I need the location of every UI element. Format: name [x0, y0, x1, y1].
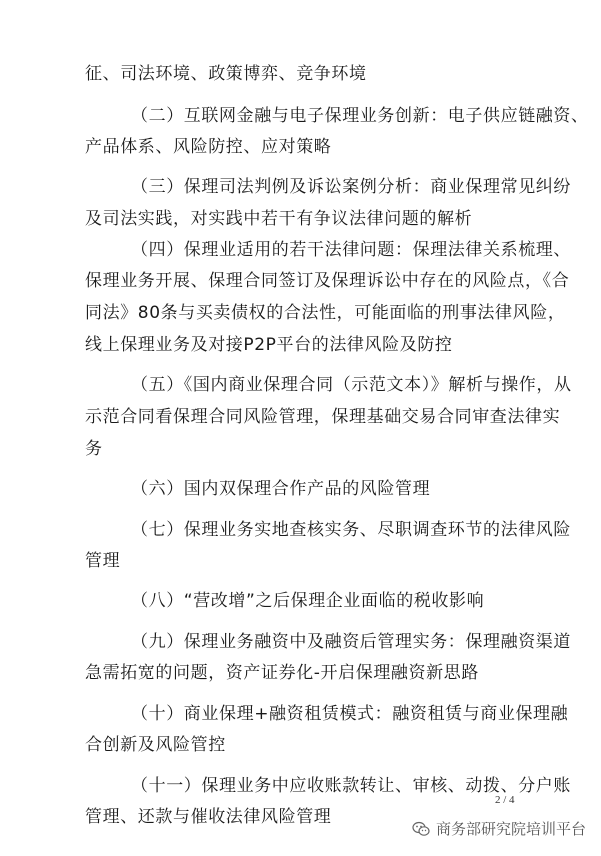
text-line: （六）国内双保理合作产品的风险管理 [131, 479, 431, 499]
page-number: 2 / 4 [495, 794, 515, 806]
text-line: 管理、还款与催收法律风险管理 [85, 807, 332, 827]
text-line: （四）保理业适用的若干法律问题：保理法律关系梳理、 [131, 240, 571, 260]
text-line: 及司法实践，对实践中若干有争议法律问题的解析 [85, 209, 473, 229]
text-line: 保理业务开展、保理合同签订及保理诉讼中存在的风险点，《合 [85, 271, 570, 291]
watermark [412, 818, 586, 839]
text-line: 务 [85, 439, 103, 459]
text-line: 管理 [85, 551, 121, 571]
text-line: 产品体系、风险防控、应对策略 [85, 137, 332, 157]
text-line: （五）《国内商业保理合同（示范文本）》解析与操作，从 [131, 375, 572, 395]
text-line: 线上保理业务及对接P2P平台的法律风险及防控 [85, 335, 453, 355]
text-line: （八）“营改增”之后保理企业面临的税收影响 [131, 591, 485, 611]
text-line: （二）互联网金融与电子保理业务创新：电子供应链融资、 [131, 106, 589, 126]
text-line: 急需拓宽的问题，资产证券化-开启保理融资新思路 [85, 663, 479, 683]
text-line: （七）保理业务实地查核实务、尽职调查环节的法律风险 [131, 520, 571, 540]
text-line: （九）保理业务融资中及融资后管理实务：保理融资渠道 [131, 632, 571, 652]
text-line: 合创新及风险管控 [85, 735, 226, 755]
text-line: （三）保理司法判例及诉讼案例分析：商业保理常见纠纷 [131, 177, 571, 197]
text-line: 示范合同看保理合同风险管理，保理基础交易合同审查法律实 [85, 407, 561, 427]
text-line: 同法》80条与买卖债权的合法性，可能面临的刑事法律风险， [85, 303, 566, 323]
text-line: 征、司法环境、政策博弈、竞争环境 [85, 64, 367, 84]
text-line: （十一）保理业务中应收账款转让、审核、动拨、分户账 [131, 776, 571, 796]
watermark-text: 商务部研究院培训平台 [436, 820, 587, 838]
wechat-icon [412, 820, 430, 838]
text-line: （十）商业保理+融资租赁模式：融资租赁与商业保理融 [131, 704, 569, 724]
